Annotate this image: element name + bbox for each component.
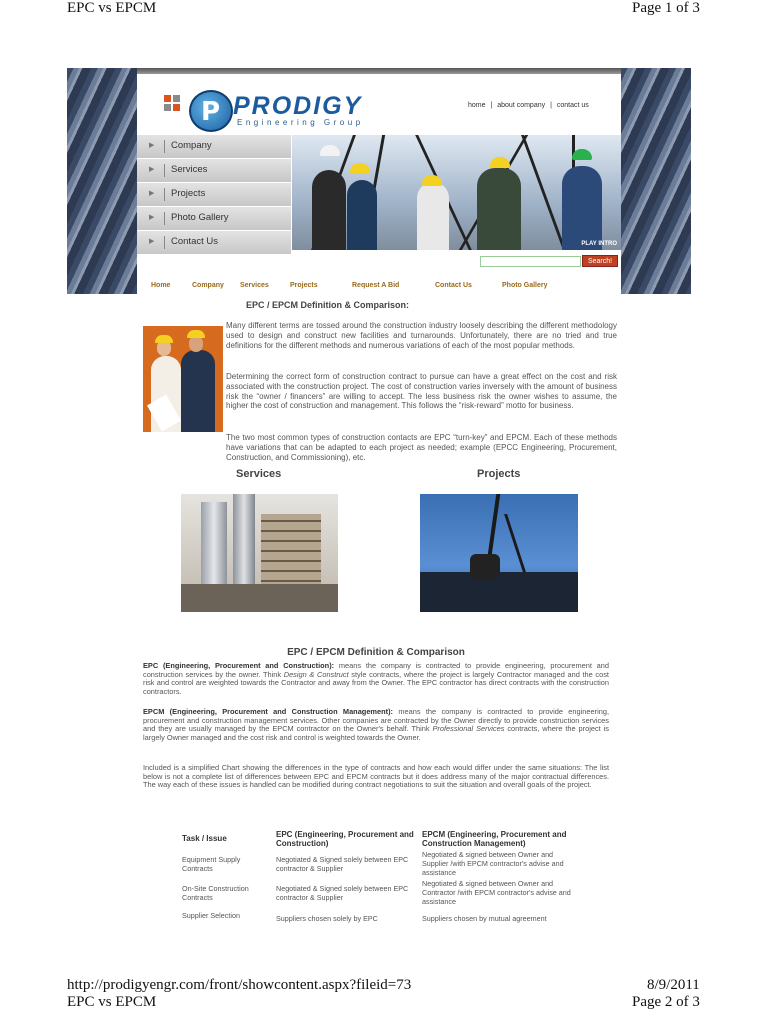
menu-item-projects[interactable]: ▶ Projects — [137, 183, 291, 206]
projects-caption: Projects — [477, 468, 521, 480]
table-row-2-task: On-Site Construction Contracts — [182, 884, 249, 902]
nav-contact-us[interactable]: Contact Us — [435, 282, 472, 289]
search-input[interactable] — [480, 256, 581, 267]
page-title: EPC / EPCM Definition & Comparison: — [246, 300, 410, 310]
intro-paragraph-3: The two most common types of construction contacts are EPC “turn-key” and EPCM. Each of these methods have variations that can be adapted to each project as needed; example (EPCC Engineering, Procurement, Construction, and Commissioning), etc. — [226, 433, 617, 462]
nav-home[interactable]: Home — [151, 282, 171, 289]
play-intro-label[interactable]: PLAY INTRO — [581, 241, 617, 247]
search-button[interactable]: Search! — [582, 255, 618, 267]
arrow-icon: ▶ — [149, 142, 155, 149]
arrow-icon: ▶ — [149, 238, 155, 245]
print-header-page: Page 1 of 3 — [632, 0, 700, 16]
table-row-1-epcm: Negotiated & signed between Owner and Supplier /with EPCM contractor's advise and assistance — [422, 850, 564, 877]
menu-item-company[interactable]: ▶ Company — [137, 135, 291, 158]
intro-paragraph-1: Many different terms are tossed around the construction industry loosely describing the different methodology used to design and construct new facilities and turnarounds. Unfortunately, there are no tried and true definitions for the different methods and numerous variations of each of the most popular methods. — [226, 321, 617, 350]
engineers-photo — [143, 326, 223, 432]
menu-item-photo-gallery[interactable]: ▶ Photo Gallery — [137, 207, 291, 230]
top-link-home[interactable]: home — [468, 102, 486, 109]
crane-project-image — [420, 494, 578, 612]
epc-definition: EPC (Engineering, Procurement and Construction): means the company is contracted to provide engineering, procurement and construction services by the owner. Think Design & Construct style contracts, where the project is largely Contractor managed and the cost risk and control are weighted towards the Contractor and away from the Owner. The EPC contractor has direct contracts with the construction contractors. — [143, 661, 609, 696]
print-header-page-2: Page 2 of 3 — [632, 994, 700, 1010]
nav-services[interactable]: Services — [240, 282, 269, 289]
print-footer-url: http://prodigyengr.com/front/showcontent.aspx?fileid=73 — [67, 977, 412, 993]
epcm-definition: EPCM (Engineering, Procurement and Construction Management): means the company is contracted to provide engineering, procurement and construction management services. Other companies are contracted by the Owner directly to provide construction services and they are usually managed by the EPCM contractor on the Owner's behalf. Think Professional Services contracts, where the project is largely Owner managed and the cost risk and control is weighted towards the Owner. — [143, 707, 609, 742]
services-caption: Services — [236, 468, 282, 480]
arrow-icon: ▶ — [149, 190, 155, 197]
table-row-1-epc: Negotiated & Signed solely between EPC contractor & Supplier — [276, 855, 409, 873]
print-header-title-2: EPC vs EPCM — [67, 994, 157, 1010]
nav-projects[interactable]: Projects — [290, 282, 318, 289]
menu-item-contact-us[interactable]: ▶ Contact Us — [137, 231, 291, 254]
nav-company[interactable]: Company — [192, 282, 224, 289]
print-footer-date: 8/9/2011 — [647, 977, 700, 993]
arrow-icon: ▶ — [149, 214, 155, 221]
epcm-term: EPCM (Engineering, Procurement and Construction Management): — [143, 707, 394, 716]
section-title: EPC / EPCM Definition & Comparison — [287, 647, 465, 658]
table-row-3-task: Supplier Selection — [182, 911, 240, 920]
top-link-about[interactable]: about company — [497, 102, 546, 109]
epc-term: EPC (Engineering, Procurement and Construction): — [143, 661, 335, 670]
table-header-task: Task / Issue — [182, 834, 227, 843]
plant-construction-image — [181, 494, 338, 612]
logo-text: PRODIGY — [233, 92, 363, 120]
top-links: home | about company | contact us — [468, 102, 589, 109]
table-header-epcm: EPCM (Engineering, Procurement and Construction Management) — [422, 830, 567, 848]
table-row-3-epcm: Suppliers chosen by mutual agreement — [422, 914, 547, 923]
logo-badge-icon: P — [189, 90, 233, 132]
table-row-2-epc: Negotiated & Signed solely between EPC contractor & Supplier — [276, 884, 409, 902]
nav-request-a-bid[interactable]: Request A Bid — [352, 282, 400, 289]
logo-subtitle: Engineering Group — [237, 118, 364, 127]
table-row-2-epcm: Negotiated & signed between Owner and Contractor /with EPCM contractor's advise and assistance — [422, 879, 571, 906]
print-header-title: EPC vs EPCM — [67, 0, 157, 16]
chart-intro: Included is a simplified Chart showing the differences in the type of contracts and how each would differ under the same situations: The list below is not a complete list of differences between EPC and EPCM contracts but it does address many of the major contractual differences. The way each of these issues is handled can be modified during contract negotiations to suit the situation and overall goals of the project. — [143, 763, 609, 790]
right-decorative-pipes-image — [621, 68, 691, 294]
arrow-icon: ▶ — [149, 166, 155, 173]
side-menu — [137, 135, 291, 255]
nav-photo-gallery[interactable]: Photo Gallery — [502, 282, 548, 289]
menu-item-services[interactable]: ▶ Services — [137, 159, 291, 182]
table-header-epc: EPC (Engineering, Procurement and Construction) — [276, 830, 414, 848]
intro-paragraph-2: Determining the correct form of construction contract to pursue can have a great effect on the cost and risk associated with the construction project. The cost of construction varies inversely with the amount of business risk the “owner / financers” are willing to accept. The less business risk the owner wishes to assume, the higher the cost of construction and management. This follows the “risk-reward” motto for business. — [226, 372, 617, 411]
top-border — [137, 68, 621, 74]
website-header — [137, 68, 621, 294]
left-decorative-pipes-image — [67, 68, 137, 294]
top-link-contact[interactable]: contact us — [556, 102, 589, 109]
banner-workers-image[interactable] — [292, 135, 621, 250]
logo-squares-icon — [164, 95, 180, 111]
table-row-1-task: Equipment Supply Contracts — [182, 855, 241, 873]
table-row-3-epc: Suppliers chosen solely by EPC — [276, 914, 378, 923]
